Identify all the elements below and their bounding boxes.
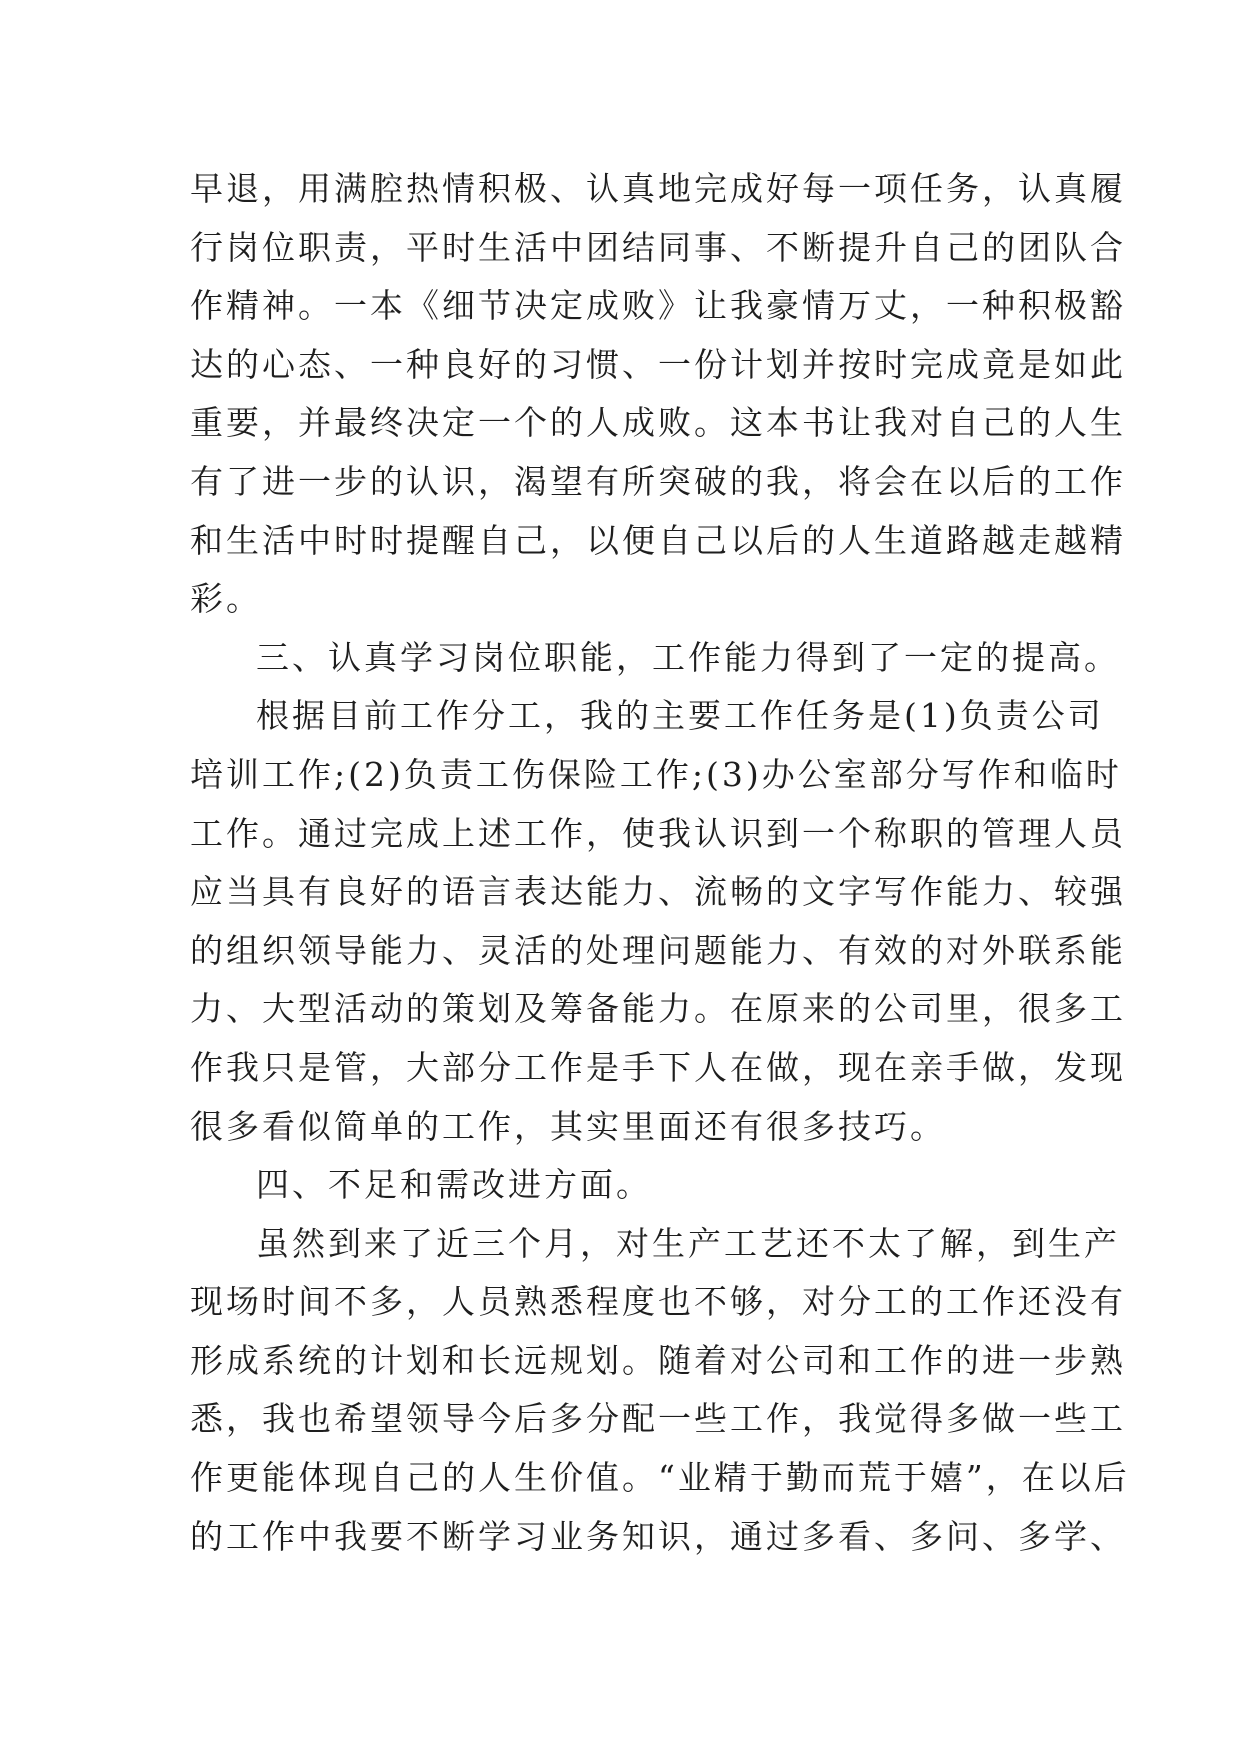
text-line: 培训工作;(2)负责工伤保险工作;(3)办公室部分写作和临时 <box>190 754 1122 794</box>
text-line: 根据目前工作分工，我的主要工作任务是(1)负责公司 <box>256 696 1104 736</box>
text-line: 和生活中时时提醒自己，以便自己以后的人生道路越走越精 <box>190 520 1126 560</box>
body-text <box>190 160 1130 1566</box>
text-line: 重要，并最终决定一个的人成败。这本书让我对自己的人生 <box>190 403 1126 443</box>
text-line: 力、大型活动的策划及筹备能力。在原来的公司里，很多工 <box>190 989 1126 1029</box>
text-line: 达的心态、一种良好的习惯、一份计划并按时完成竟是如此 <box>190 344 1126 384</box>
text-line: 的组织领导能力、灵活的处理问题能力、有效的对外联系能 <box>190 930 1126 970</box>
text-line: 现场时间不多，人员熟悉程度也不够，对分工的工作还没有 <box>190 1282 1126 1322</box>
text-line: 早退，用满腔热情积极、认真地完成好每一项任务，认真履 <box>190 169 1126 208</box>
text-line: 形成系统的计划和长远规划。随着对公司和工作的进一步熟 <box>190 1340 1126 1380</box>
text-line: 工作。通过完成上述工作，使我认识到一个称职的管理人员 <box>190 813 1126 853</box>
text-line: 很多看似简单的工作，其实里面还有很多技巧。 <box>190 1106 946 1146</box>
text-line: 作精神。一本《细节决定成败》让我豪情万丈，一种积极豁 <box>190 286 1126 326</box>
text-line: 彩。 <box>190 579 262 619</box>
text-line: 应当具有良好的语言表达能力、流畅的文字写作能力、较强 <box>190 872 1126 912</box>
text-line: 作更能体现自己的人生价值。“业精于勤而荒于嬉”，在以后 <box>190 1458 1130 1498</box>
text-line: 行岗位职责，平时生活中团结同事、不断提升自己的团队合 <box>190 227 1126 267</box>
text-line: 作我只是管，大部分工作是手下人在做，现在亲手做，发现 <box>190 1047 1126 1087</box>
text-line: 悉，我也希望领导今后多分配一些工作，我觉得多做一些工 <box>190 1399 1126 1439</box>
section-heading-3: 三、认真学习岗位职能，工作能力得到了一定的提高。 <box>256 637 1120 677</box>
text-line: 有了进一步的认识，渴望有所突破的我，将会在以后的工作 <box>190 461 1126 501</box>
text-line: 虽然到来了近三个月，对生产工艺还不太了解，到生产 <box>256 1223 1120 1263</box>
text-line: 的工作中我要不断学习业务知识，通过多看、多问、多学、 <box>190 1516 1126 1556</box>
section-heading-4: 四、不足和需改进方面。 <box>256 1165 652 1205</box>
